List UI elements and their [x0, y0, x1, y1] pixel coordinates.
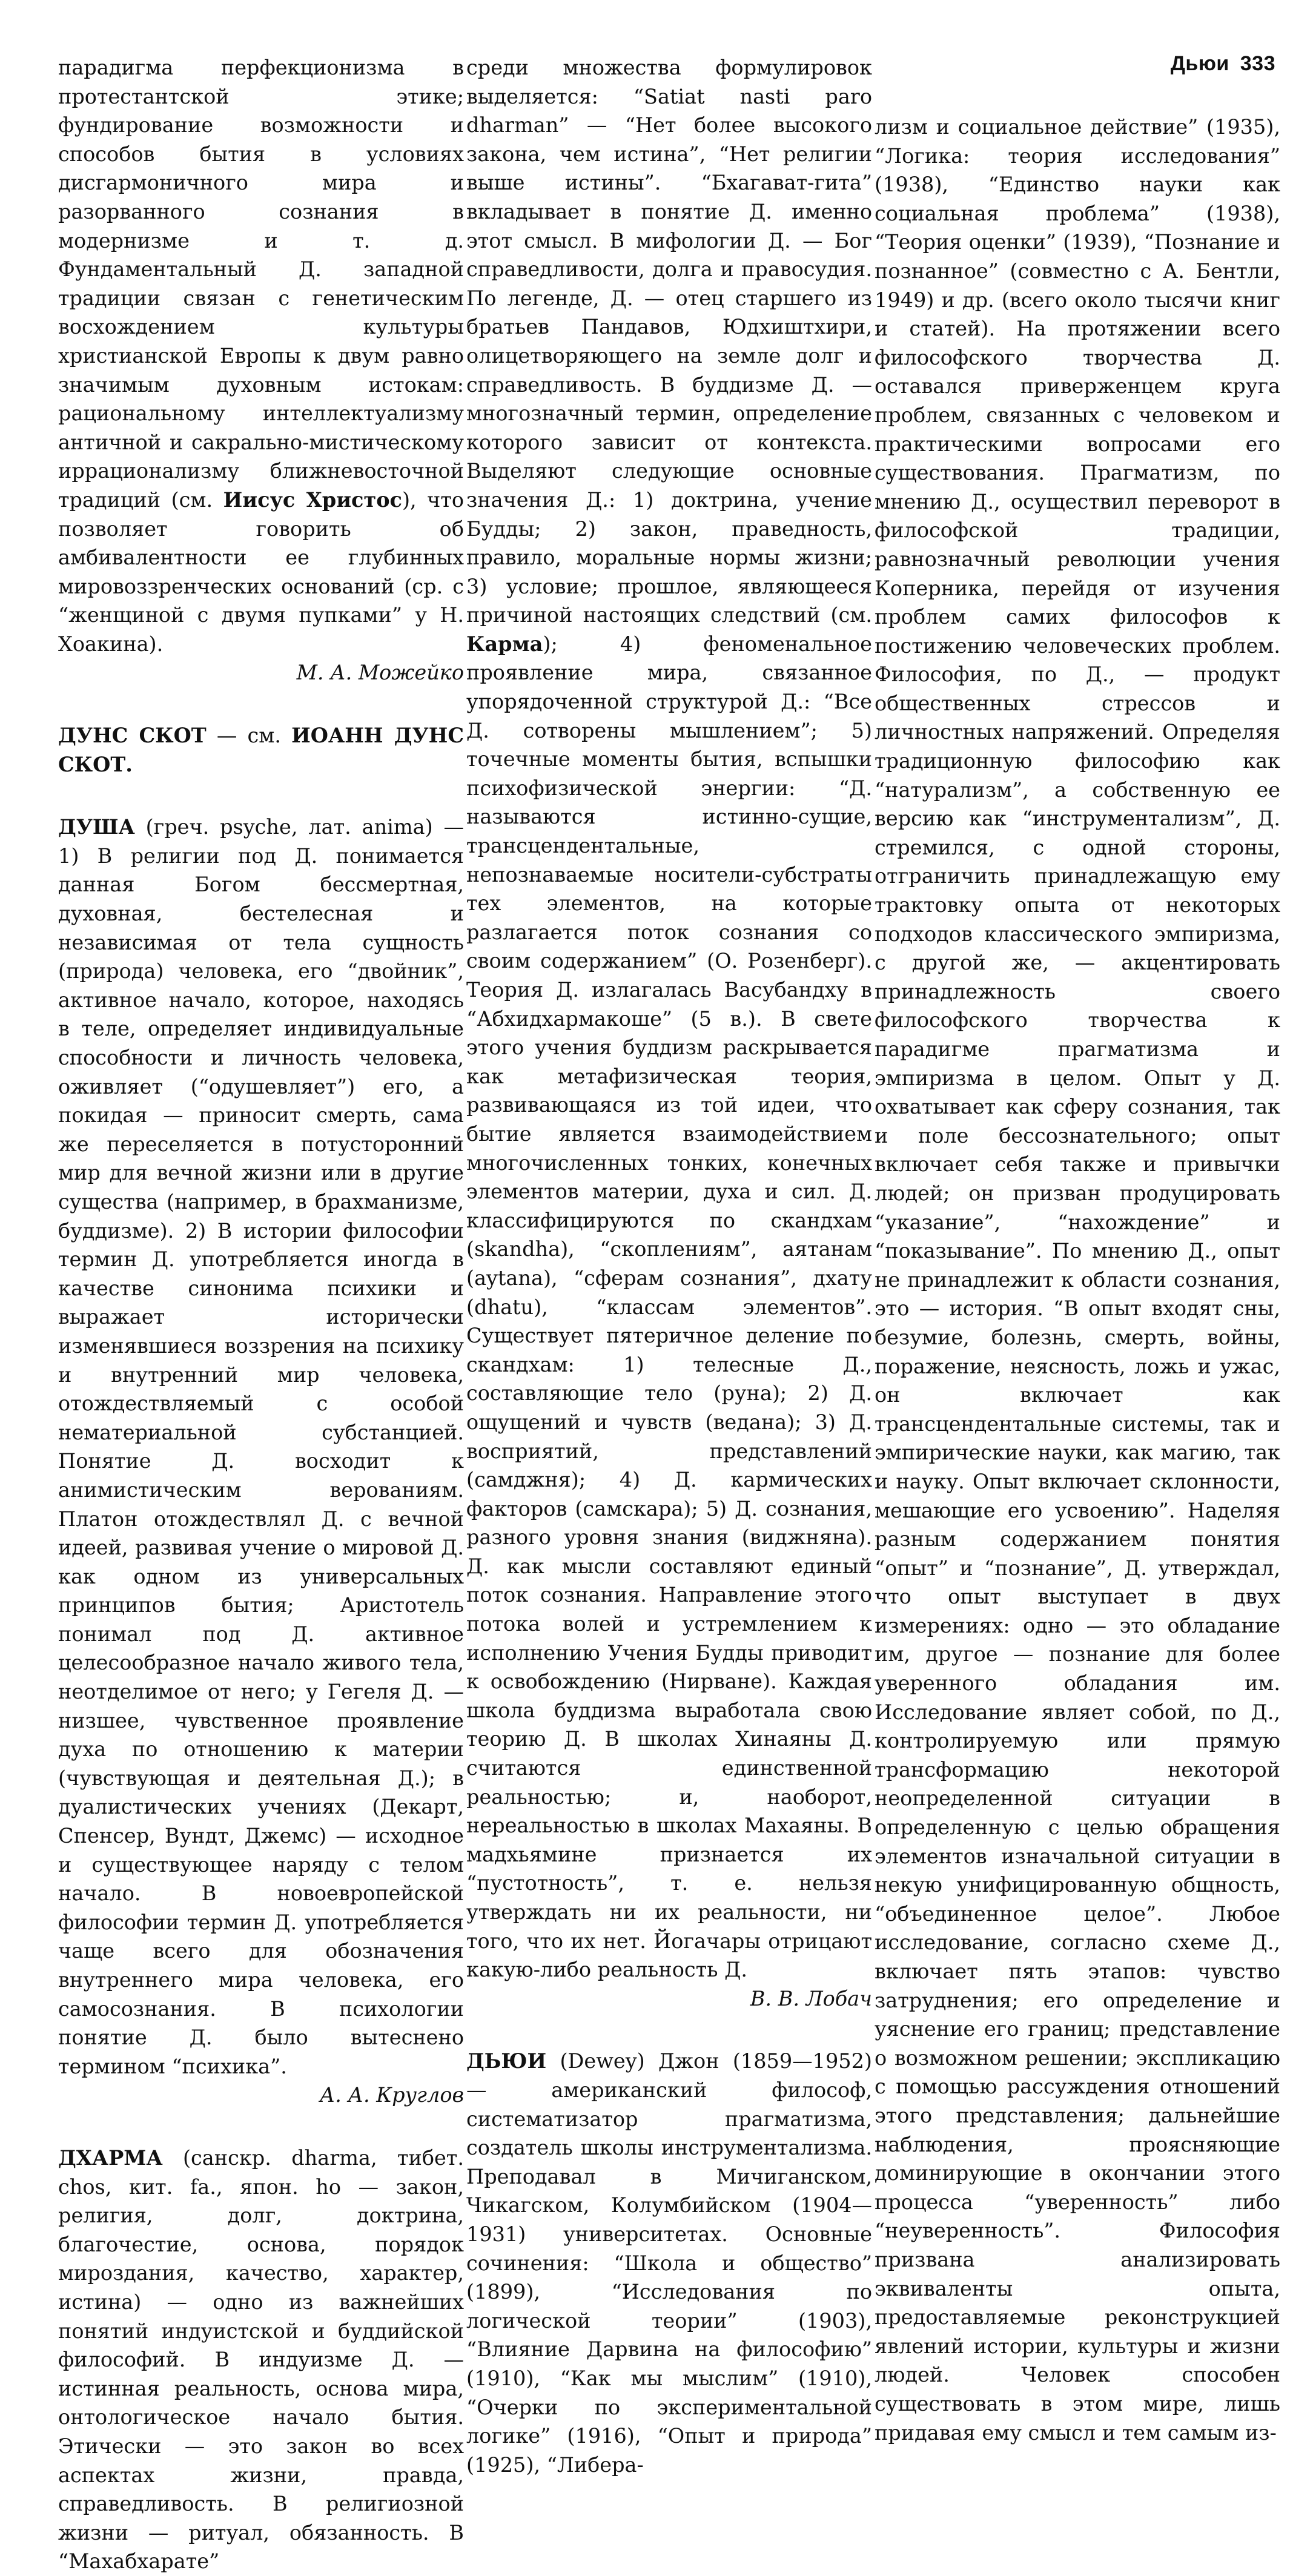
entry-dharma [58, 2144, 464, 2576]
text-column-3 [875, 113, 1280, 2447]
text-column-1 [58, 53, 464, 2576]
cross-reference: Карма [466, 632, 543, 656]
running-head [1171, 52, 1275, 76]
entry-body: (санскр. dharma, тибет. chos, кит. fa., япон. ho — закон, религия, долг, доктрина, благочестие, основа, порядок мироздания, качество, характер, истина) — одно из важнейших понятий индуистской и буддийской философий. В индуизме Д. — истинная реальность, основа мира, онтологическое начало бытия. Этически — это закон во всех аспектах жизни, правда, справедливость. В религиозной жизни — ритуал, обязанность. В “Махабхарате” [58, 2145, 464, 2574]
entry-body: (Dewey) Джон (1859—1952) — американский философ, систематизатор прагматизма, создатель школы инструментализма. Преподавал в Мичиганском, Чикагском, Колумбийском (1904—1931) университетах. Основные сочинения: “Школа и общество” (1899), “Исследования по логической теории” (1903), “Влияние Дарвина на философию” (1910), “Как мы мыслим” (1910), “Очерки по экспериментальной логике” (1916), “Опыт и природа” (1925), “Либера- [466, 2049, 872, 2477]
page-number: 333 [1240, 52, 1275, 75]
cross-reference: ИОАНН ДУНС СКОТ. [58, 724, 464, 776]
entry-headword: ДУША [58, 815, 135, 839]
entry-headword: ДУНС СКОТ [58, 724, 207, 748]
entry-dewey [466, 2047, 872, 2479]
running-head-title: Дьюи [1170, 52, 1229, 75]
entry-dharma-continued: среди множества формулировок выделяется: “Satiat nasti paro dharman” — “Нет более высокого закона, чем истина”, “Нет религии выше истины”. “Бхагават-гита” вкладывает в понятие Д. именно этот смысл. В мифологии Д. — Бог справедливости, долга и правосудия. По легенде, Д. — отец старшего из братьев Пандавов, Юдхиштхири, олицетворяющего на земле долг и справедливость. В буддизме Д. — многозначный термин, определение которого зависит от контекста. Выделяют следующие основные значения Д.: 1) доктрина, учение Будды; 2) закон, праведность, правило, моральные нормы жизни; 3) условие; прошлое, являющееся причиной настоящих следствий (см. Карма); 4) феноменальное проявление мира, связанное упорядоченной структурой Д.: “Все Д. сотворены мышлением”; 5) точечные моменты бытия, вспышки психофизической энергии: “Д. называются истинно-сущие, трансцендентальные, непознаваемые носители-субстраты тех элементов, на которые разлагается поток сознания со своим содержанием” (О. Розенберг). Теория Д. излагалась Васубандху в “Абхидхармакоше” (5 в.). В свете этого учения буддизм раскрывается как метафизическая теория, развивающаяся из той идеи, что бытие является взаимодействием многочисленных тонких, конечных элементов материи, духа и сил. Д. классифицируются по скандхам (skandha), “скоплениям”, аятанам (aytana), “сферам сознания”, дхату (dhatu), “классам элементов”. Существует пятеричное деление по скандхам: 1) телесные Д., составляющие тело (руна); 2) Д. ощущений и чувств (ведана); 3) Д. восприятий, представлений (самджня); 4) Д. кармических факторов (самскара); 5) Д. сознания, разного уровня знания (виджняна). Д. как мысли составляют единый поток сознания. Направление этого потока волей и устремлением к исполнению Учения Будды приводит к освобождению (Нирване). Каждая школа буддизма выработала свою теорию Д. В школах Хинаяны Д. считаются единственной реальностью; и, наоборот, нереальностью в школах Махаяны. В мадхьямине признается их “пустотность”, т. е. нельзя утверждать ни их реальности, ни того, что их нет. Йогачары отрицают какую-либо реальность Д. [466, 56, 872, 1982]
author-signature: А. А. Круглов [319, 2083, 464, 2107]
author-signature: В. В. Лобач [750, 1986, 872, 2010]
author-signature: М. А. Можейко [296, 661, 464, 685]
entry-headword: ДЬЮИ [466, 2049, 547, 2073]
entry-dewey-continued: лизм и социальное действие” (1935), “Логика: теория исследования” (1938), “Единство науки как социальная проблема” (1938), “Теория оценки” (1939), “Познание и познанное” (совместно с А. Бентли, 1949) и др. (всего около тысячи книг и статей). На протяжении всего философского творчества Д. оставался приверженцем круга проблем, связанных с человеком и практическими вопросами его существования. Прагматизм, по мнению Д., осуществил переворот в философской традиции, равнозначный революции учения Коперника, перейдя от изучения проблем самих философов к постижению человеческих проблем. Философия, по Д., — продукт общественных стрессов и личностных напряжений. Определяя традиционную философию как “натурализм”, а собственную ее версию как “инструментализм”, Д. стремился, с одной стороны, отграничить принадлежащую ему трактовку опыта от некоторых подходов классического эмпиризма, с другой же, — акцентировать принадлежность своего философского творчества к парадигме прагматизма и эмпиризма в целом. Опыт у Д. охватывает как сферу сознания, так и поле бессознательного; опыт включает себя также и привычки людей; он призван продуцировать “указание”, “нахождение” и “показывание”. По мнению Д., опыт не принадлежит к области сознания, это — история. “В опыт входят сны, безумие, болезнь, смерть, войны, поражение, неясность, ложь и ужас, он включает как трансцендентальные системы, так и эмпирические науки, как магию, так и науку. Опыт включает склонности, мешающие его усвоению”. Наделяя разным содержанием понятия “опыт” и “познание”, Д. утверждал, что опыт выступает в двух измерениях: одно — это обладание им, другое — познание для более уверенного обладания им. Исследование являет собой, по Д., контролируемую или прямую трансформацию некоторой неопределенной ситуации в определенную с целью обращения элементов изначальной ситуации в некую унифицированную общность, “объединенное целое”. Любое исследование, согласно схеме Д., включает пять этапов: чувство затруднения; его определение и уяснение его границ; представление о возможном решении; экспликацию с помощью рассуждения отношений этого представления; дальнейшие наблюдения, проясняющие доминирующие в окончании этого процесса “уверенность” либо “неуверенность”. Философия призвана анализировать эквиваленты опыта, предоставляемые реконструкцией явлений истории, культуры и жизни людей. Человек способен существовать в этом мире, лишь придавая ему смысл и тем самым из- [875, 115, 1280, 2445]
entry-body: (греч. psyche, лат. anima) — 1) В религии под Д. понимается данная Богом бессмертная, духовная, бестелесная и независимая от тела сущность (природа) человека, его “двойник”, активное начало, которое, находясь в теле, определяет индивидуальные способности и личность человека, оживляет (“одушевляет”) его, а покидая — приносит смерть, сама же переселяется в потусторонний мир для вечной жизни или в другие существа (например, в брахманизме, буддизме). 2) В истории философии термин Д. употребляется иногда в качестве синонима психики и выражает исторически изменявшиеся воззрения на психику и внутренний мир человека, отождествляемый с особой нематериальной субстанцией. Понятие Д. восходит к анимистическим верованиям. Платон отождествлял Д. с вечной идеей, развивая учение о мировой Д. как одном из универсальных принципов бытия; Аристотель понимал под Д. активное целесообразное начало живого тела, неотделимое от него; у Гегеля Д. — низшее, чувственное проявление духа по отношению к материи (чувствующая и деятельная Д.); в дуалистических учениях (Декарт, Спенсер, Вундт, Джемс) — исходное и существующее наряду с телом начало. В новоевропейской философии термин Д. употребляется чаще всего для обозначения внутреннего мира человека, его самосознания. В психологии понятие Д. было вытеснено термином “психика”. [58, 815, 464, 2078]
continued-entry-text: парадигма перфекционизма в протестантской этике; фундирование возможности и способов бытия в условиях дисгармоничного мира и разорванного сознания в модернизме и т. д. Фундаментальный Д. западной традиции связан с генетическим восхождением культуры христианской Европы к двум равно значимым духовным истокам: рациональному интеллектуализму античной и сакрально-мистическому иррационализму ближневосточной традиций (см. Иисус Христос), что позволяет говорить об амбивалентности ее глубинных мировоззренческих оснований (ср. с “женщиной с двумя пупками” у Н. Хоакина). [58, 56, 465, 656]
entry-headword: ДХАРМА [58, 2145, 163, 2170]
text-column-2 [466, 53, 872, 2479]
entry-duns-scot: ДУНС СКОТ — см. ИОАНН ДУНС СКОТ. [58, 724, 464, 776]
entry-dusha [58, 813, 464, 2081]
cross-reference: Иисус Христос [223, 487, 402, 512]
